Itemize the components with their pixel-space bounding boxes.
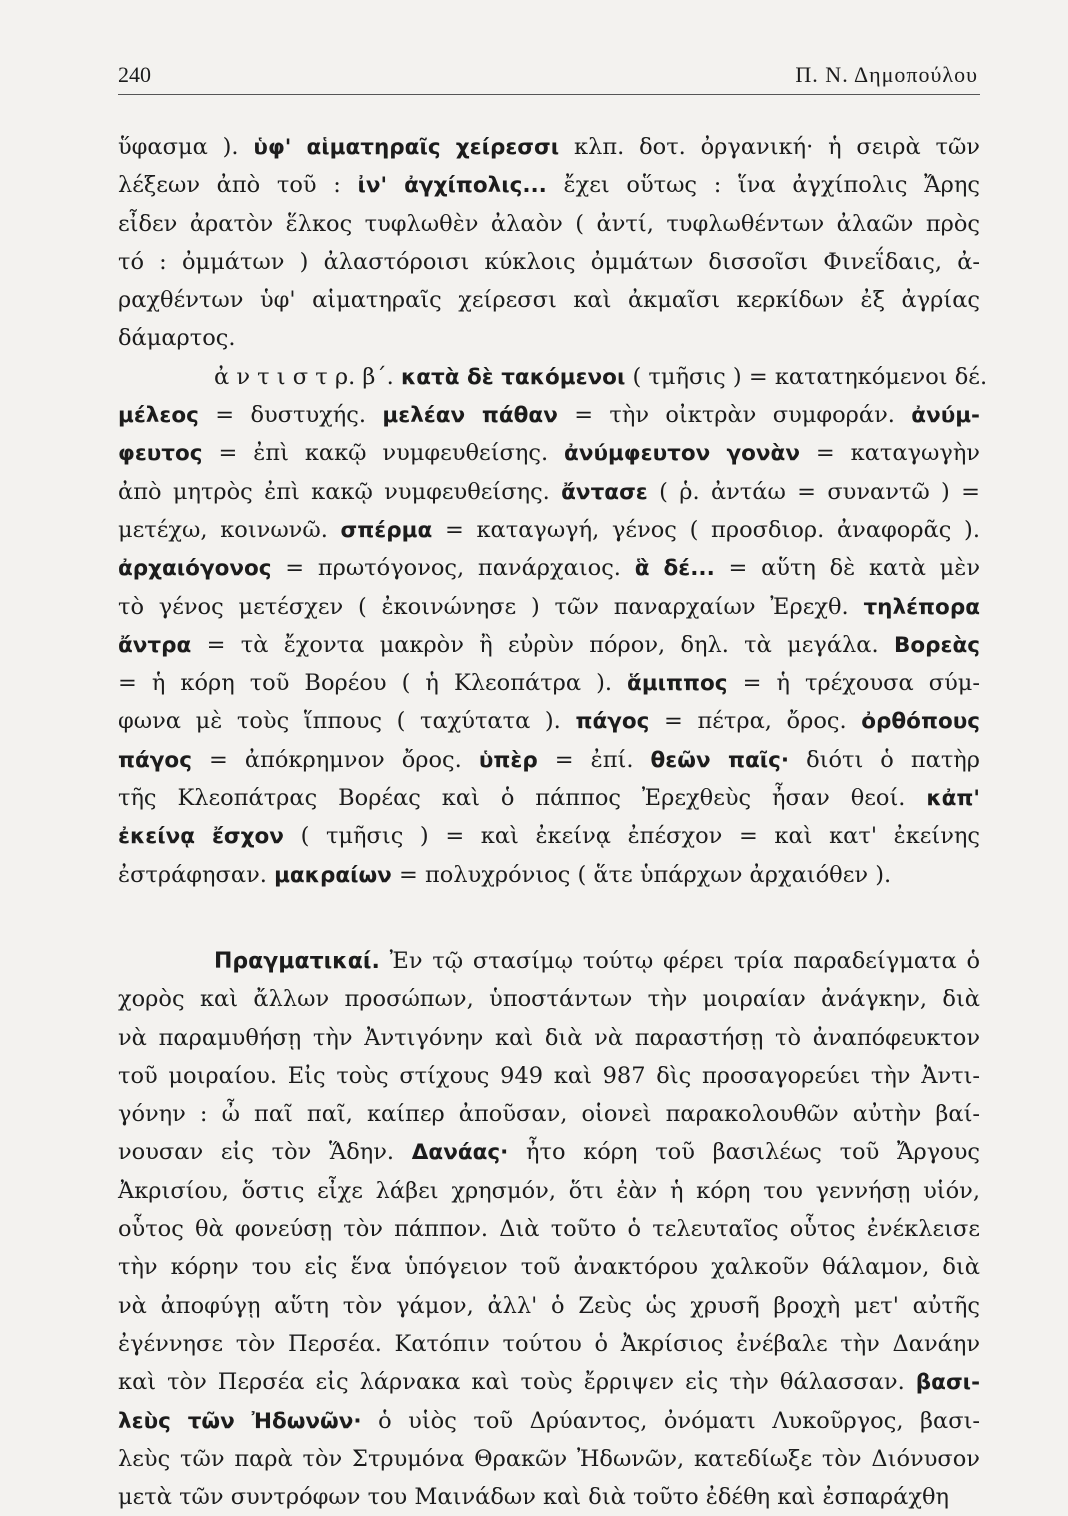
page-body bbox=[118, 128, 988, 1516]
lemma-term: κατὰ δὲ τακόμενοι bbox=[400, 364, 626, 390]
lemma-term: βασι- bbox=[915, 1370, 980, 1396]
text-line: καὶ τὸν Περσέα εἰς λάρνακα καὶ τοὺς ἔρριψεν εἰς τὴν θάλασσαν. βασι- bbox=[118, 1369, 980, 1396]
text-line: μετὰ τῶν συντρόφων του Μαινάδων καὶ διὰ τοῦτο ἐδέθη καὶ ἐσπαράχθη bbox=[118, 1484, 949, 1511]
lemma-term: πάγος bbox=[575, 709, 650, 735]
text-line: γόνην : ὦ παῖ παῖ, καίπερ ἀποῦσαν, οἱονεὶ παρακολουθῶν αὐτὴν βαί- bbox=[118, 1101, 980, 1128]
section-gap bbox=[118, 894, 980, 942]
text-line: ἐστράφησαν. μακραίων = πολυχρόνιος ( ἅτε ὑπάρχων ἀρχαιόθεν ). bbox=[118, 861, 892, 888]
lemma-term: Βορεὰς bbox=[893, 632, 980, 658]
text-line: ἀ ν τ ι σ τ ρ. β΄. κατὰ δὲ τακόμενοι ( τμῆσις ) = κατατηκόμενοι δέ. bbox=[214, 363, 988, 390]
text-line: ἀπὸ μητρὸς ἐπὶ κακῷ νυμφευθείσης. ἄντασε ( ῥ. ἀντάω = συναντῶ ) = bbox=[118, 478, 980, 505]
text-line: = ἡ κόρη τοῦ Βορέου ( ἡ Κλεοπάτρα ). ἅμιππος = ἡ τρέχουσα σύμ- bbox=[118, 670, 980, 697]
text-line: ραχθέντων ὑφ' αἱματηραῖς χείρεσσι καὶ ἀκμαῖσι κερκίδων ἐξ ἀγρίας bbox=[118, 287, 980, 314]
lemma-term: τηλέπορα bbox=[863, 594, 980, 620]
text-line: νὰ ἀποφύγῃ αὕτη τὸν γάμον, ἀλλ' ὁ Ζεὺς ὡς χρυσῆ βροχὴ μετ' αὐτῆς bbox=[118, 1292, 980, 1319]
text-line: μετέχω, κοινωνῶ. σπέρμα = καταγωγή, γένος ( προσδιορ. ἀναφορᾶς ). bbox=[118, 516, 980, 543]
text-line: ἐγέννησε τὸν Περσέα. Κατόπιν τούτου ὁ Ἀκρίσιος ἐνέβαλε τὴν Δανάην bbox=[118, 1330, 980, 1357]
text-line: τοῦ μοιραίου. Εἰς τοὺς στίχους 949 καὶ 987 δὶς προσαγορεύει τὴν Ἀντι- bbox=[118, 1062, 980, 1089]
text-line: μέλεος = δυστυχής. μελέαν πάθαν = τὴν οἰκτρὰν συμφοράν. ἀνύμ- bbox=[118, 402, 980, 429]
lemma-term: κἀπ' bbox=[926, 786, 980, 812]
lemma-term: μέλεος bbox=[118, 403, 199, 429]
text-line: φευτος = ἐπὶ κακῷ νυμφευθείσης. ἀνύμφευτον γονὰν = καταγωγὴν bbox=[118, 440, 980, 467]
lemma-term: ἐκείνᾳ ἔσχον bbox=[118, 824, 284, 850]
lemma-term: μακραίων bbox=[274, 862, 392, 888]
text-line: τὴν κόρην του εἰς ἕνα ὑπόγειον τοῦ ἀνακτόρου χαλκοῦν θάλαμον, διὰ bbox=[118, 1254, 980, 1281]
text-line: οὗτος θὰ φονεύσῃ τὸν πάππον. Διὰ τοῦτο ὁ τελευταῖος οὗτος ἐνέκλεισε bbox=[118, 1216, 980, 1243]
lemma-term: μελέαν πάθαν bbox=[382, 403, 558, 429]
text-line: ἐκείνᾳ ἔσχον ( τμῆσις ) = καὶ ἐκείνᾳ ἐπέσχον = καὶ κατ' ἐκείνης bbox=[118, 823, 980, 850]
page-header bbox=[118, 58, 980, 95]
text-line: Πραγματικαί. Ἐν τῷ στασίμῳ τούτῳ φέρει τρία παραδείγματα ὁ bbox=[214, 947, 980, 974]
text-line: ὕφασμα ). ὑφ' αἱματηραῖς χείρεσσι κλπ. δοτ. ὀργανική· ἡ σειρὰ τῶν bbox=[118, 134, 980, 160]
lemma-term: ἰν' ἀγχίπολις... bbox=[357, 173, 547, 199]
lemma-term: φευτος bbox=[118, 441, 203, 467]
text-line: πάγος = ἀπόκρημνον ὄρος. ὑπὲρ = ἐπί. θεῶν παῖς· διότι ὁ πατὴρ bbox=[118, 746, 981, 773]
text-line: νουσαν εἰς τὸν Ἅδην. Δανάας· ἦτο κόρη τοῦ βασιλέως τοῦ Ἄργους bbox=[118, 1139, 980, 1166]
text-line: τό : ὀμμάτων ) ἀλαστόροισι κύκλοις ὀμμάτων δισσοῖσι Φινεΐδαις, ἀ- bbox=[118, 248, 980, 275]
text-line: δάμαρτος. bbox=[118, 325, 236, 352]
lemma-term: θεῶν παῖς· bbox=[650, 747, 790, 773]
lemma-term: ὑφ' αἱματηραῖς χείρεσσι bbox=[253, 135, 560, 160]
text-line: τὸ γένος μετέσχεν ( ἐκοινώνησε ) τῶν παναρχαίων Ἐρεχθ. τηλέπορα bbox=[118, 593, 980, 620]
lemma-term: ἄντασε bbox=[561, 479, 648, 505]
text-line: εἶδεν ἀρατὸν ἕλκος τυφλωθὲν ἀλαὸν ( ἀντί, τυφλωθέντων ἀλαῶν πρὸς bbox=[118, 210, 980, 237]
lemma-term: ἀνύμφευτον γονὰν bbox=[564, 441, 800, 467]
text-line: νὰ παραμυθήσῃ τὴν Ἀντιγόνην καὶ διὰ νὰ παραστήσῃ τὸ ἀναπόφευκτον bbox=[118, 1024, 980, 1051]
section-pragmatikai bbox=[118, 942, 980, 1516]
lemma-term: ὑπὲρ bbox=[478, 747, 538, 773]
text-line: λέξεων ἀπὸ τοῦ : ἰν' ἀγχίπολις... ἔχει οὕτως : ἵνα ἀγχίπολις Ἄρης bbox=[118, 172, 980, 199]
text-line: λεὺς τῶν παρὰ τὸν Στρυμόνα Θρακῶν Ἠδωνῶν, κατεδίωξε τὸν Διόνυσον bbox=[118, 1445, 980, 1472]
lemma-term: Δανάας· bbox=[411, 1140, 509, 1166]
lemma-term: ἃ δέ... bbox=[634, 556, 715, 582]
lemma-term: ὀρθόπους bbox=[861, 709, 980, 735]
text-line: Ἀκρισίου, ὅστις εἶχε λάβει χρησμόν, ὅτι ἐὰν ἡ κόρη του γεννήσῃ υἱόν, bbox=[118, 1177, 980, 1204]
text-line: ἄντρα = τὰ ἔχοντα μακρὸν ἢ εὐρὺν πόρον, δηλ. τὰ μεγάλα. Βορεὰς bbox=[118, 631, 980, 658]
text-line: χορὸς καὶ ἄλλων προσώπων, ὑποστάντων τὴν μοιραίαν ἀνάγκην, διὰ bbox=[118, 986, 980, 1013]
section-heading: Πραγματικαί. bbox=[214, 948, 380, 974]
lemma-term: ἅμιππος bbox=[627, 671, 728, 697]
page-number: 240 bbox=[118, 62, 151, 87]
lemma-term: πάγος bbox=[118, 747, 192, 773]
lemma-term: ἀρχαιόγονος bbox=[118, 556, 272, 582]
text-line: λεὺς τῶν Ἠδωνῶν· ὁ υἱὸς τοῦ Δρύαντος, ὀνόματι Λυκοῦργος, βασι- bbox=[118, 1407, 980, 1434]
text-line: τῆς Κλεοπάτρας Βορέας καὶ ὁ πάππος Ἐρεχθεὺς ἦσαν θεοί. κἀπ' bbox=[118, 785, 980, 812]
text-line: ἀρχαιόγονος = πρωτόγονος, πανάρχαιος. ἃ δέ... = αὕτη δὲ κατὰ μὲν bbox=[118, 555, 981, 582]
running-head: Π. Ν. Δημοπούλου bbox=[795, 62, 978, 87]
lemma-term: ἀνύμ- bbox=[911, 403, 980, 429]
text-line: φωνα μὲ τοὺς ἵππους ( ταχύτατα ). πάγος = πέτρα, ὄρος. ὀρθόπους bbox=[118, 708, 980, 735]
lemma-term: σπέρμα bbox=[340, 517, 433, 543]
lemma-term: ἄντρα bbox=[118, 632, 192, 658]
lemma-term: λεὺς τῶν Ἠδωνῶν· bbox=[118, 1408, 362, 1434]
commentary-text bbox=[118, 128, 988, 894]
